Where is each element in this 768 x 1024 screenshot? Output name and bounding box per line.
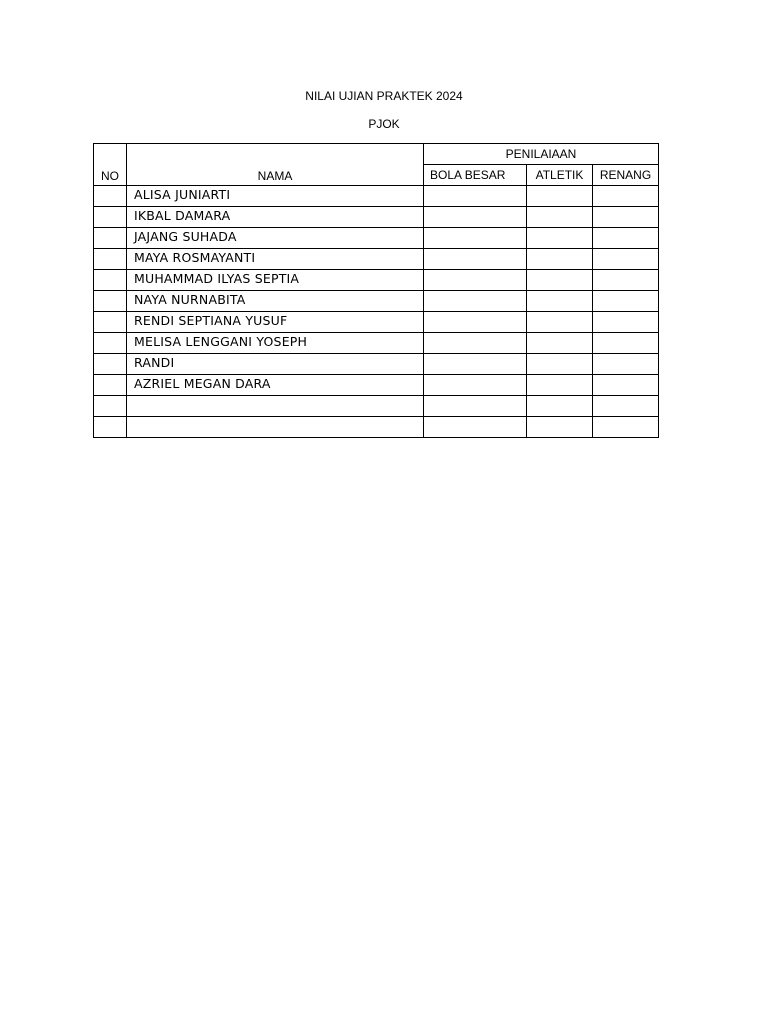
cell-atletik[interactable]	[527, 186, 593, 207]
cell-bola-besar[interactable]	[424, 396, 527, 417]
cell-bola-besar[interactable]	[424, 270, 527, 291]
cell-atletik[interactable]	[527, 207, 593, 228]
table-row	[94, 291, 659, 312]
table-row	[94, 228, 659, 249]
table-body	[94, 186, 659, 438]
table-row	[94, 270, 659, 291]
cell-no[interactable]	[94, 228, 127, 249]
cell-atletik[interactable]	[527, 396, 593, 417]
cell-renang[interactable]	[593, 333, 659, 354]
cell-bola-besar[interactable]	[424, 354, 527, 375]
cell-bola-besar[interactable]	[424, 186, 527, 207]
cell-nama[interactable]: RENDI SEPTIANA YUSUF	[127, 312, 424, 333]
cell-no[interactable]	[94, 249, 127, 270]
table-row	[94, 375, 659, 396]
cell-nama[interactable]	[127, 417, 424, 438]
cell-nama[interactable]: IKBAL DAMARA	[127, 207, 424, 228]
cell-bola-besar[interactable]	[424, 417, 527, 438]
cell-nama[interactable]: MAYA ROSMAYANTI	[127, 249, 424, 270]
table-row	[94, 312, 659, 333]
table-row	[94, 354, 659, 375]
cell-renang[interactable]	[593, 249, 659, 270]
cell-bola-besar[interactable]	[424, 312, 527, 333]
cell-atletik[interactable]	[527, 228, 593, 249]
cell-nama[interactable]	[127, 396, 424, 417]
cell-nama[interactable]: RANDI	[127, 354, 424, 375]
cell-bola-besar[interactable]	[424, 249, 527, 270]
header-bola-besar: BOLA BESAR	[424, 165, 527, 186]
grades-table	[93, 143, 659, 438]
cell-bola-besar[interactable]	[424, 228, 527, 249]
cell-atletik[interactable]	[527, 249, 593, 270]
table-row	[94, 417, 659, 438]
table-row	[94, 333, 659, 354]
cell-no[interactable]	[94, 375, 127, 396]
cell-nama[interactable]: NAYA NURNABITA	[127, 291, 424, 312]
table-row	[94, 396, 659, 417]
cell-nama[interactable]: MUHAMMAD ILYAS SEPTIA	[127, 270, 424, 291]
cell-atletik[interactable]	[527, 270, 593, 291]
header-nama: NAMA	[127, 144, 424, 186]
cell-renang[interactable]	[593, 417, 659, 438]
cell-atletik[interactable]	[527, 417, 593, 438]
cell-renang[interactable]	[593, 228, 659, 249]
table-row	[94, 207, 659, 228]
cell-nama[interactable]: MELISA LENGGANI YOSEPH	[127, 333, 424, 354]
cell-nama[interactable]: JAJANG SUHADA	[127, 228, 424, 249]
cell-bola-besar[interactable]	[424, 207, 527, 228]
cell-renang[interactable]	[593, 270, 659, 291]
cell-bola-besar[interactable]	[424, 375, 527, 396]
cell-renang[interactable]	[593, 396, 659, 417]
cell-renang[interactable]	[593, 291, 659, 312]
cell-no[interactable]	[94, 417, 127, 438]
cell-atletik[interactable]	[527, 312, 593, 333]
cell-no[interactable]	[94, 291, 127, 312]
document-subtitle: PJOK	[368, 117, 400, 131]
cell-bola-besar[interactable]	[424, 333, 527, 354]
cell-renang[interactable]	[593, 375, 659, 396]
cell-no[interactable]	[94, 333, 127, 354]
cell-renang[interactable]	[593, 354, 659, 375]
cell-atletik[interactable]	[527, 354, 593, 375]
header-atletik: ATLETIK	[527, 165, 593, 186]
cell-atletik[interactable]	[527, 375, 593, 396]
table-header	[94, 144, 659, 186]
cell-renang[interactable]	[593, 312, 659, 333]
cell-atletik[interactable]	[527, 291, 593, 312]
cell-nama[interactable]: AZRIEL MEGAN DARA	[127, 375, 424, 396]
header-penilaian: PENILAIAAN	[424, 144, 659, 165]
cell-bola-besar[interactable]	[424, 291, 527, 312]
cell-no[interactable]	[94, 207, 127, 228]
cell-renang[interactable]	[593, 207, 659, 228]
table-row	[94, 249, 659, 270]
cell-no[interactable]	[94, 186, 127, 207]
cell-nama[interactable]: ALISA JUNIARTI	[127, 186, 424, 207]
document-title: NILAI UJIAN PRAKTEK 2024	[305, 89, 463, 103]
cell-renang[interactable]	[593, 186, 659, 207]
cell-no[interactable]	[94, 354, 127, 375]
cell-no[interactable]	[94, 270, 127, 291]
cell-atletik[interactable]	[527, 333, 593, 354]
header-no: NO	[94, 144, 127, 186]
header-row-top	[94, 144, 659, 165]
cell-no[interactable]	[94, 396, 127, 417]
header-renang: RENANG	[593, 165, 659, 186]
cell-no[interactable]	[94, 312, 127, 333]
table-row	[94, 186, 659, 207]
